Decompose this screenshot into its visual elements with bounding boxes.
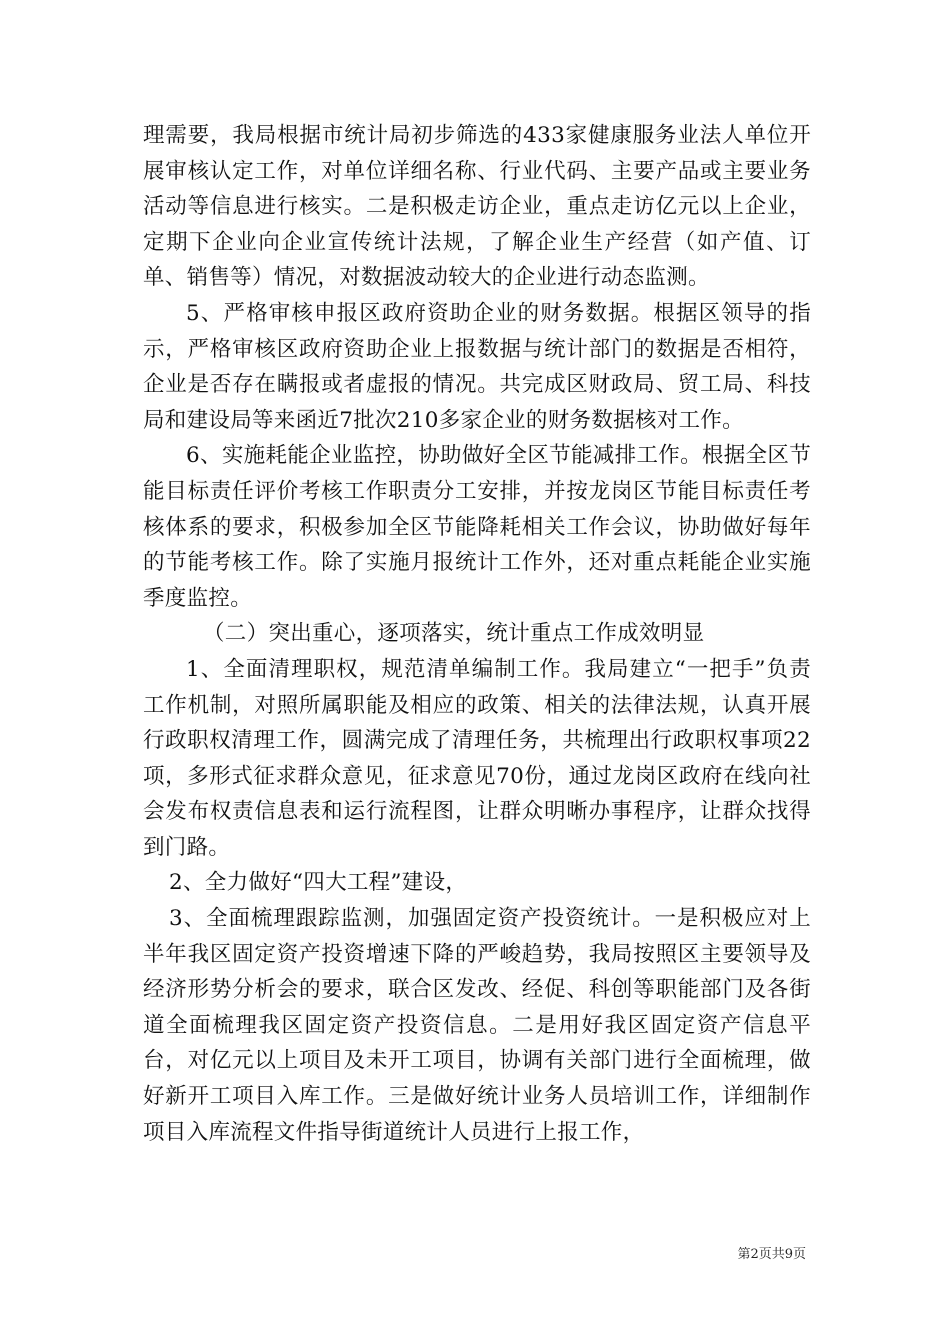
paragraph-item-6: 6、实施耗能企业监控，协助做好全区节能减排工作。根据全区节能目标责任评价考核工作职责分工安排，并按龙岗区节能目标责任考核体系的要求，积极参加全区节能降耗相关工作会议，协助做好每年的节能考核工作。除了实施月报统计工作外，还对重点耗能企业实施季度监控。 — [143, 443, 811, 611]
paragraph-continuation: 理需要，我局根据市统计局初步筛选的433家健康服务业法人单位开展审核认定工作，对单位详细名称、行业代码、主要产品或主要业务活动等信息进行核实。二是积极走访企业，重点走访亿元以上企业，定期下企业向企业宣传统计法规，了解企业生产经营（如产值、订单、销售等）情况，对数据波动较大的企业进行动态监测。 — [143, 123, 811, 291]
paragraph-item-2: 2、全力做好“四大工程”建设， — [169, 870, 468, 896]
paragraph-item-3: 3、全面梳理跟踪监测，加强固定资产投资统计。一是积极应对上半年我区固定资产投资增速下降的严峻趋势，我局按照区主要领导及经济形势分析会的要求，联合区发改、经促、科创等职能部门及各街道全面梳理我区固定资产投资信息。二是用好我区固定资产信息平台，对亿元以上项目及未开工项目，协调有关部门进行全面梳理，做好新开工项目入库工作。三是做好统计业务人员培训工作，详细制作项目入库流程文件指导街道统计人员进行上报工作， — [143, 906, 811, 1145]
paragraph-item-5: 5、严格审核申报区政府资助企业的财务数据。根据区领导的指示，严格审核区政府资助企业上报数据与统计部门的数据是否相符，企业是否存在瞒报或者虚报的情况。共完成区财政局、贸工局、科技局和建设局等来函近7批次210多家企业的财务数据核对工作。 — [143, 300, 811, 433]
paragraph-item-1: 1、全面清理职权，规范清单编制工作。我局建立“一把手”负责工作机制，对照所属职能及相应的政策、相关的法律法规，认真开展行政职权清理工作，圆满完成了清理任务，共梳理出行政职权事项22项，多形式征求群众意见，征求意见70份，通过龙岗区政府在线向社会发布权责信息表和运行流程图，让群众明晰办事程序，让群众找得到门路。 — [143, 656, 811, 860]
section-heading: （二）突出重心，逐项落实，统计重点工作成效明显 — [203, 621, 705, 647]
document-body — [143, 118, 811, 1150]
page-number-footer: 第2页共9页 — [737, 1247, 806, 1262]
